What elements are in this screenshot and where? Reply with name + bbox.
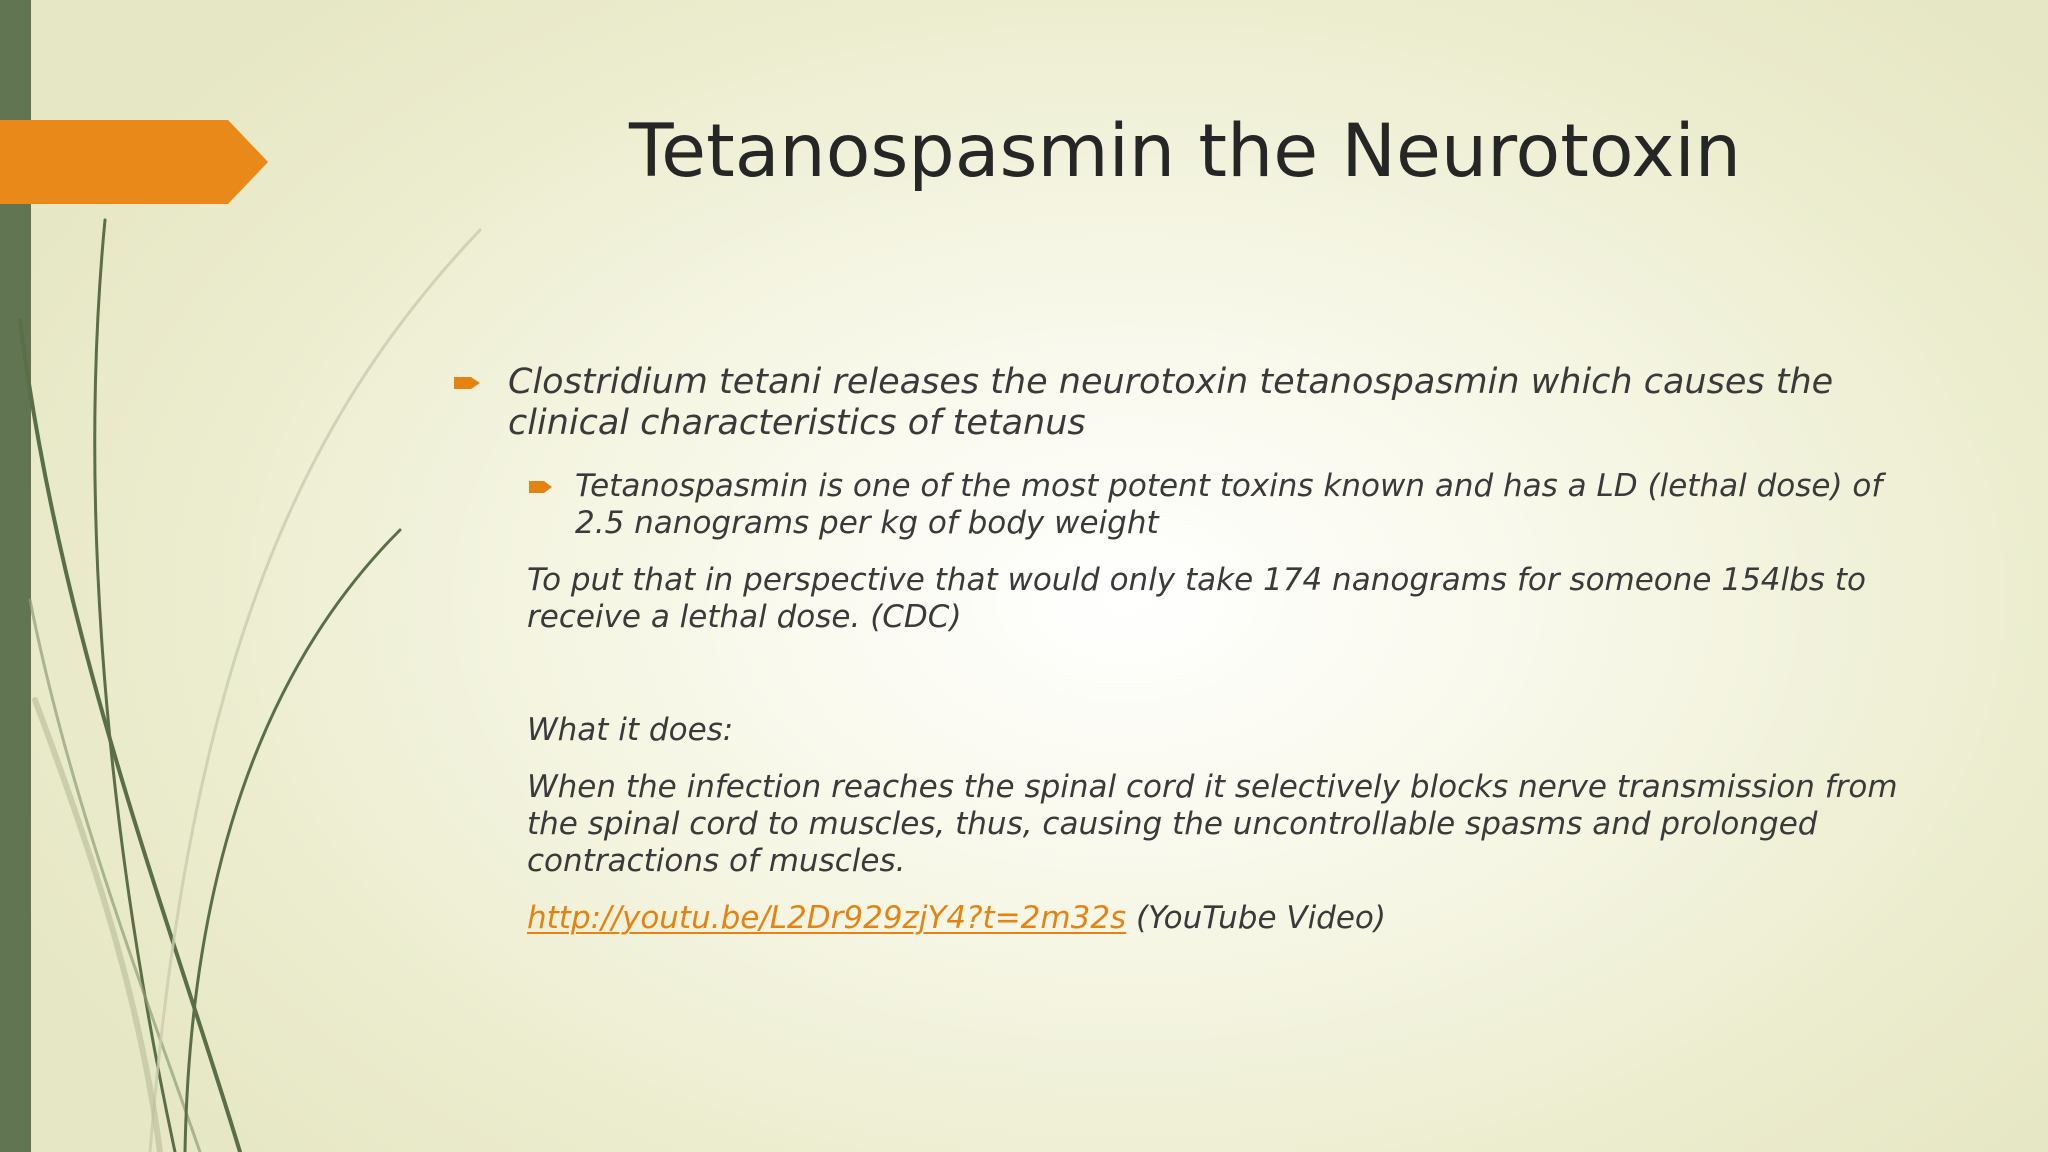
bullet-sub bbox=[527, 468, 1920, 542]
bullet-sub-text: Tetanospasmin is one of the most potent toxins known and has a LD (lethal dose) of 2.5 nanograms per kg of body weight bbox=[575, 468, 1883, 541]
what-it-does-heading: What it does: bbox=[527, 712, 734, 748]
youtube-link-suffix: (YouTube Video) bbox=[1126, 900, 1386, 936]
slide-title: Tetanospasmin the Neurotoxin bbox=[628, 109, 1742, 194]
bullet-main-text: Clostridium tetani releases the neurotoxin tetanospasmin which causes the clinical characteristics of tetanus bbox=[508, 362, 1834, 443]
video-link-line bbox=[527, 900, 1920, 937]
mechanism-paragraph: When the infection reaches the spinal cord it selectively blocks nerve transmission from the spinal cord to muscles, thus, causing the uncontrollable spasms and prolonged contractions of muscles. bbox=[527, 769, 1898, 879]
bullet-main bbox=[450, 362, 1920, 444]
slide-body bbox=[450, 362, 1920, 937]
orange-arrow-bullet-icon bbox=[529, 479, 554, 495]
perspective-paragraph: To put that in perspective that would only take 174 nanograms for someone 154lbs to receive a lethal dose. (CDC) bbox=[527, 562, 1866, 635]
orange-arrow-bullet-icon bbox=[454, 374, 482, 392]
youtube-link[interactable]: http://youtu.be/L2Dr929zjY4?t=2m32s bbox=[527, 900, 1127, 936]
orange-chevron-tab bbox=[0, 0, 300, 300]
